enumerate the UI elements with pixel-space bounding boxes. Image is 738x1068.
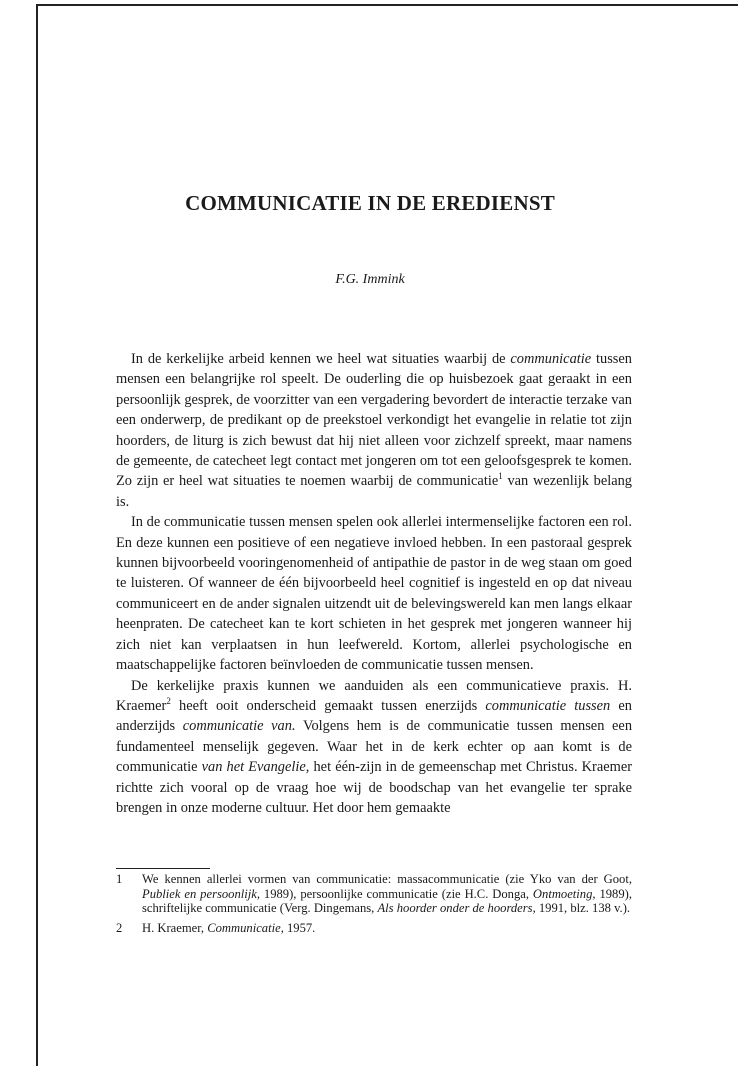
article-body <box>116 349 632 818</box>
paragraph <box>116 512 632 675</box>
paragraph <box>116 349 632 512</box>
text-run: 1991, blz. 138 v.). <box>535 901 631 916</box>
footnote <box>116 921 632 936</box>
text-run: In de kerkelijke arbeid kennen we heel wat situaties waarbij de <box>131 351 511 367</box>
text-run: het één-zijn in de gemeenschap met Christus. Kraemer richtte zich vooral op de vraag hoe wij de boodschap van het evangelie ter sprake brengen in onze moderne cultuur. Het door hem gemaakte <box>116 759 632 816</box>
text-run: De kerkelijke praxis kunnen we aanduiden als een communicatieve praxis. H. Kraemer <box>116 677 632 714</box>
text-run: van wezenlijk belang is. <box>116 473 632 510</box>
text-run: We kennen allerlei vormen van communicatie: massacommunicatie (zie Yko van der Goot, <box>142 872 632 886</box>
footnote-text <box>142 872 632 916</box>
footnote-ref: 2 <box>166 696 171 707</box>
page-border-top <box>36 4 738 6</box>
italic-text: Als hoorder onder de hoorders, <box>377 901 536 916</box>
italic-text: communicatie tussen <box>485 697 611 714</box>
text-run: H. Kraemer, <box>142 921 208 936</box>
footnote <box>116 872 632 916</box>
italic-text: Communicatie, <box>207 921 284 936</box>
footnote-text <box>142 921 632 936</box>
italic-text: communicatie <box>510 351 592 367</box>
italic-text: Publiek en persoonlijk, <box>142 886 260 901</box>
footnote-ref: 1 <box>498 471 503 482</box>
paragraph <box>116 676 632 819</box>
text-run: tussen mensen een belangrijke rol speelt. De ouderling die op huisbezoek gaat geraakt in een persoonlijk gesprek, de voorzitter van een vergadering bevordert de interactie terzake van een onderwerp, de predikant op de preekstoel verkondigt het evangelie in relatie tot zijn hoorders, de liturg is zich bewust dat hij niet alleen voor zichzelf spreekt, maar namens de gemeente, de catecheet legt contact met jongeren om tot een geloofsgesprek te komen. Zo zijn er heel wat situaties te noemen waarbij de communicatie <box>116 351 632 490</box>
text-run: 1989), persoonlijke communicatie (zie H.C. Donga, <box>260 886 533 901</box>
italic-text: communicatie van. <box>182 718 296 735</box>
article-author: F.G. Immink <box>335 272 405 287</box>
article-title: COMMUNICATIE IN DE EREDIENST <box>185 191 555 215</box>
text-run: heeft ooit onderscheid gemaakt tussen enerzijds <box>170 697 486 714</box>
footnotes <box>116 872 632 941</box>
text-run: en anderzijds <box>116 697 633 735</box>
footnote-rule <box>116 868 210 869</box>
italic-text: van het Evangelie, <box>201 759 310 776</box>
footnote-number: 1 <box>116 872 123 886</box>
text-run: 1989), schriftelijke communicatie (Verg. Dingemans, <box>142 886 632 916</box>
text-run: In de communicatie tussen mensen spelen ook allerlei intermenselijke factoren een rol. En deze kunnen een positieve of een negatieve invloed hebben. In een pastoraal gesprek kunnen bijvoorbeeld vooringenomenheid of antipathie de pastor in de weg staan om goed te luisteren. Of wanneer de één bijvoorbeeld heel cognitief is ingesteld en op dat niveau communiceert en de ander signalen uitzendt uit de belevingswereld kan men langs elkaar heenpraten. De catecheet kan te kort schieten in het gesprek met jongeren wanneer hij zich niet kan verplaatsen in hun leefwereld. Kortom, allerlei psychologische en maatschappelijke factoren beïnvloeden de communicatie tussen mensen. <box>116 514 632 674</box>
page-border-left <box>36 4 38 1066</box>
text-run: 1957. <box>283 921 316 936</box>
footnote-number: 2 <box>116 921 123 936</box>
text-run: Volgens hem is de communicatie tussen mensen een fundamenteel menselijk gegeven. Waar het in de kerk echter op aan komt is de communicatie <box>116 718 633 776</box>
italic-text: Ontmoeting, <box>532 886 596 901</box>
